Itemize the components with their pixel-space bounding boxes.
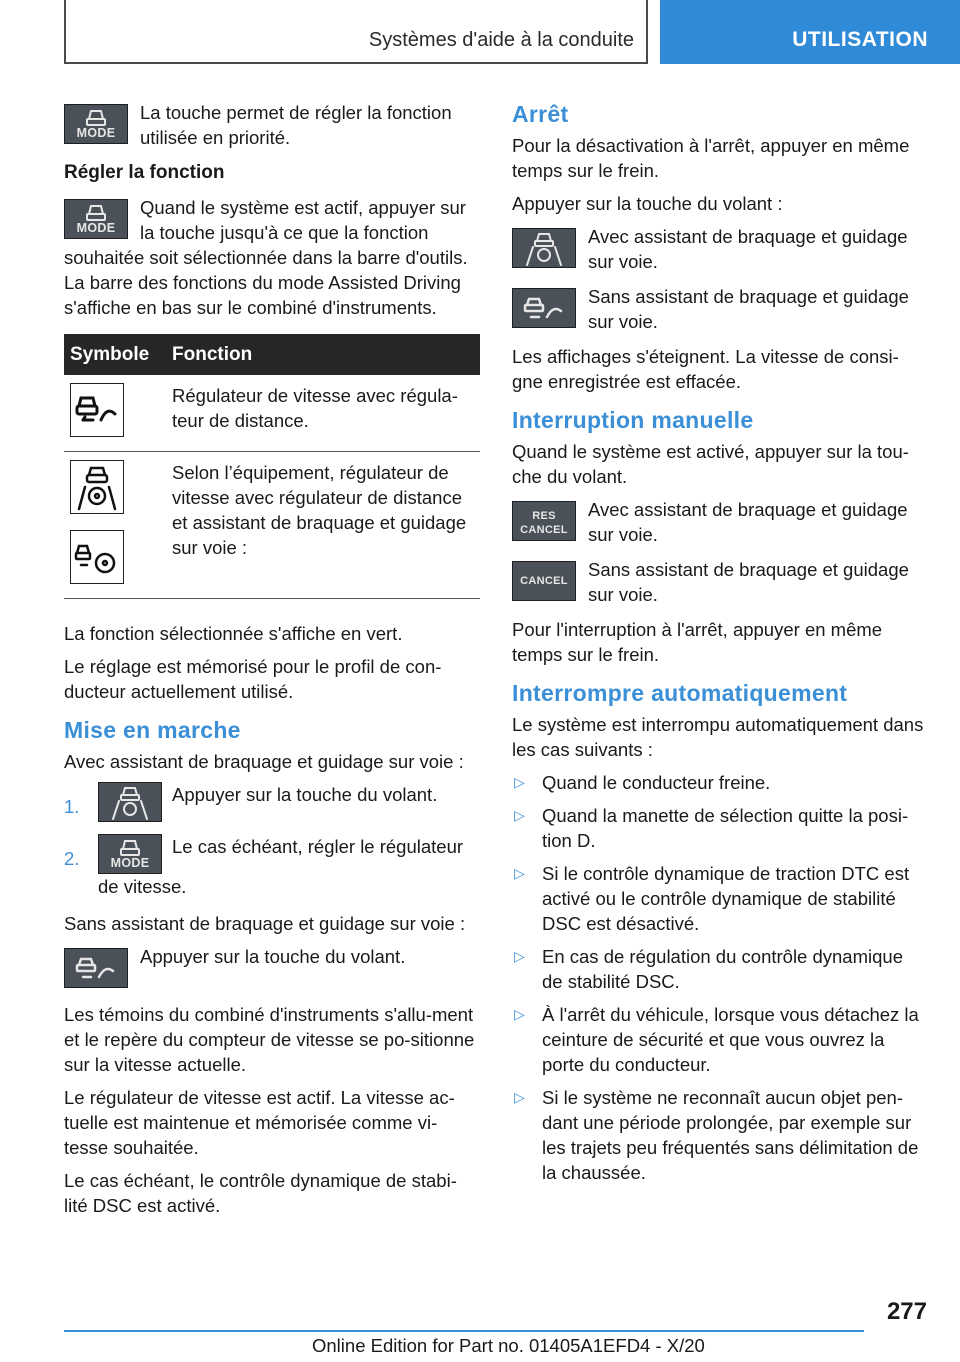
mode-button-icon: MODE bbox=[64, 104, 128, 144]
step-number: 1. bbox=[64, 796, 80, 817]
heading-regler: Régler la fonction bbox=[64, 162, 225, 183]
chapter-tab: UTILISATION bbox=[660, 0, 960, 64]
arret-p1: Pour la désactivation à l'arrêt, appuyer en même temps sur le frein. bbox=[512, 135, 910, 181]
arret-p2: Appuyer sur la touche du volant : bbox=[512, 193, 783, 214]
page-number: 277 bbox=[886, 1298, 927, 1325]
list-item: ▷ En cas de régulation du contrôle dynamique de stabilité DSC. bbox=[514, 946, 903, 992]
paragraph-temoins: Les témoins du combiné d'instruments s'allu-ment et le repère du compteur de vitesse se po-sitionne sur la vitesse actuelle. bbox=[64, 1004, 475, 1075]
interr-avec-row bbox=[512, 497, 928, 547]
table-cell-function: Régulateur de vitesse avec régula-teur de distance. bbox=[166, 375, 480, 452]
mode-button-icon: MODE bbox=[64, 199, 128, 239]
step-text: Le cas échéant, régler le régulateur de vitesse. bbox=[98, 836, 464, 897]
bullet-icon: ▷ bbox=[514, 1089, 525, 1105]
paragraph-dsc: Le cas échéant, le contrôle dynamique de stabi-lité DSC est activé. bbox=[64, 1170, 457, 1216]
arret-sans-text: Sans assistant de braquage et guidage sur voie. bbox=[588, 286, 909, 332]
page-header bbox=[0, 0, 960, 64]
arret-sans-row bbox=[512, 284, 928, 334]
bullet-icon: ▷ bbox=[514, 807, 525, 823]
steering-assist-button-icon bbox=[512, 228, 576, 268]
interr-p2: Pour l'interruption à l'arrêt, appuyer en même temps sur le frein. bbox=[512, 619, 883, 665]
section-title: Systèmes d'aide à la conduite bbox=[64, 0, 648, 64]
cruise-distance-icon bbox=[70, 383, 124, 437]
table-header-function: Fonction bbox=[166, 334, 480, 375]
auto-bullets bbox=[512, 770, 928, 1185]
cruise-steering-icon bbox=[70, 530, 124, 584]
cruise-button-icon bbox=[512, 288, 576, 328]
interr-sans-row bbox=[512, 557, 928, 607]
list-item: ▷ Si le système ne reconnaît aucun objet pen-dant une période prolongée, par exemple sur les trajets peu fréquentés sans délimitation de la chaussée. bbox=[514, 1087, 919, 1183]
function-table bbox=[64, 334, 480, 599]
list-item: ▷ Quand le conducteur freine. bbox=[514, 772, 771, 793]
sans-row bbox=[64, 944, 480, 992]
list-item: ▷ À l'arrêt du véhicule, lorsque vous détachez la ceinture de sécurité et que vous ouvrez la porte du conducteur. bbox=[514, 1004, 919, 1075]
bullet-icon: ▷ bbox=[514, 865, 525, 881]
cancel-button-icon: CANCEL bbox=[512, 561, 576, 601]
mode-intro-text: La touche permet de régler la fonction utilisée en priorité. bbox=[140, 102, 452, 148]
arret-avec-row bbox=[512, 224, 928, 274]
heading-mise-en-marche: Mise en marche bbox=[64, 717, 241, 743]
interr-avec-text: Avec assistant de braquage et guidage sur voie. bbox=[588, 499, 908, 545]
steering-assist-button-icon bbox=[98, 782, 162, 822]
bullet-icon: ▷ bbox=[514, 1006, 525, 1022]
regler-text: Quand le système est actif, appuyer sur la touche jusqu'à ce que la fonction souhaitée soit sélectionnée dans la barre d'outils. La barre des fonctions du mode Assisted Driving s'affiche en bas sur le combiné d'instruments. bbox=[64, 197, 468, 318]
table-header-symbol: Symbole bbox=[64, 334, 166, 375]
edition-text: Online Edition for Part no. 01405A1EFD4 - X/20 bbox=[312, 1335, 705, 1356]
auto-p1: Le système est interrompu automatiquement dans les cas suivants : bbox=[512, 714, 924, 760]
bullet-icon: ▷ bbox=[514, 774, 525, 790]
res-cancel-button-icon: RES CANCEL bbox=[512, 501, 576, 541]
avec-intro: Avec assistant de braquage et guidage sur voie : bbox=[64, 751, 464, 772]
steps-list bbox=[64, 782, 480, 899]
table-row bbox=[64, 375, 480, 452]
footer-divider bbox=[64, 1330, 864, 1332]
right-column bbox=[512, 100, 928, 1193]
heading-interruption: Interruption manuelle bbox=[512, 407, 754, 433]
regler-row bbox=[64, 195, 480, 320]
step-text: Appuyer sur la touche du volant. bbox=[172, 784, 438, 805]
interr-p1: Quand le système est activé, appuyer sur la tou-che du volant. bbox=[512, 441, 909, 487]
list-item: ▷ Si le contrôle dynamique de traction DTC est activé ou le contrôle dynamique de stabilité DSC est désactivé. bbox=[514, 863, 910, 934]
step-number: 2. bbox=[64, 848, 80, 869]
list-item bbox=[64, 782, 480, 822]
cruise-button-icon bbox=[64, 948, 128, 988]
table-row bbox=[64, 452, 480, 599]
bullet-icon: ▷ bbox=[514, 948, 525, 964]
arret-p3: Les affichages s'éteignent. La vitesse de consi-gne enregistrée est effacée. bbox=[512, 346, 899, 392]
paragraph-vert: La fonction sélectionnée s'affiche en vert. bbox=[64, 623, 403, 644]
list-item bbox=[64, 834, 480, 899]
paragraph-memo: Le réglage est mémorisé pour le profil de con-ducteur actuellement utilisé. bbox=[64, 656, 442, 702]
table-cell-function: Selon l’équipement, régulateur de vitesse avec régulateur de distance et assistant de braquage et guidage sur voie : bbox=[166, 452, 480, 599]
heading-arret: Arrêt bbox=[512, 101, 569, 127]
arret-avec-text: Avec assistant de braquage et guidage sur voie. bbox=[588, 226, 908, 272]
paragraph-actif: Le régulateur de vitesse est actif. La vitesse ac-tuelle est maintenue et mémorisée comme vi-tesse souhaitée. bbox=[64, 1087, 455, 1158]
interr-sans-text: Sans assistant de braquage et guidage sur voie. bbox=[588, 559, 909, 605]
list-item: ▷ Quand la manette de sélection quitte la posi-tion D. bbox=[514, 805, 909, 851]
left-column bbox=[64, 100, 480, 1226]
sans-text: Appuyer sur la touche du volant. bbox=[140, 946, 406, 967]
heading-auto: Interrompre automatiquement bbox=[512, 680, 848, 706]
steering-assist-icon bbox=[70, 460, 124, 514]
mode-intro-row bbox=[64, 100, 480, 150]
mode-button-icon: MODE bbox=[98, 834, 162, 874]
sans-intro: Sans assistant de braquage et guidage sur voie : bbox=[64, 913, 466, 934]
